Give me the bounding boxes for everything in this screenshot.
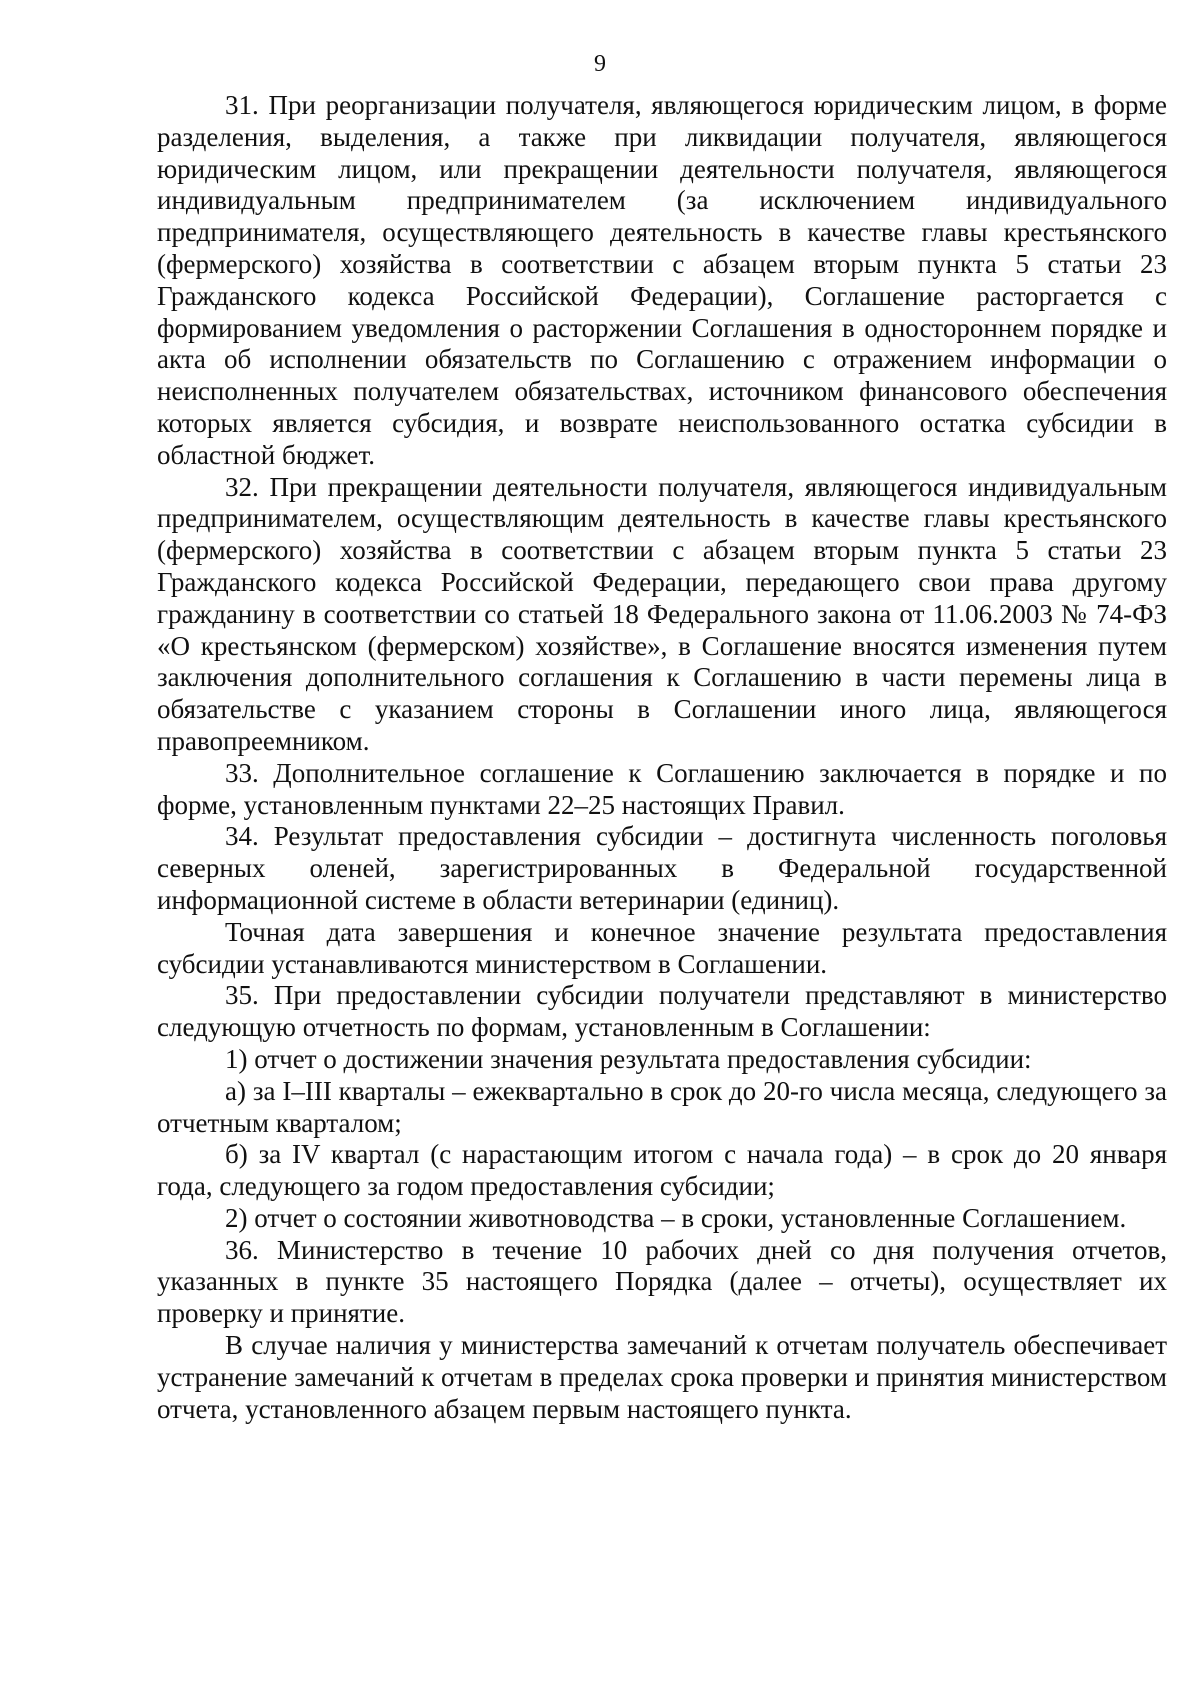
paragraph-35-item-1: 1) отчет о достижении значения результата предоставления субсидии: (225, 1043, 1032, 1074)
paragraph-36: 36. Министерство в течение 10 рабочих дней со дня получения отчетов, указанных в пункте 35 настоящего Порядка (далее – отчеты), осуществляет их проверку и принятие. (157, 1234, 1167, 1329)
paragraph-35-item-1b: б) за IV квартал (с нарастающим итогом с начала года) – в срок до 20 января года, следующего за годом предоставления субсидии; (157, 1139, 1167, 1202)
document-body (157, 90, 1167, 1425)
paragraph-36-remarks: В случае наличия у министерства замечаний к отчетам получатель обеспечивает устранение замечаний к отчетам в пределах срока проверки и принятия министерством отчета, установленного абзацем первым настоящего пункта. (157, 1330, 1167, 1424)
paragraph-35-item-1a: а) за I–III кварталы – ежеквартально в срок до 20-го числа месяца, следующего за отчетным кварталом; (157, 1075, 1167, 1138)
paragraph-35: 35. При предоставлении субсидии получатели представляют в министерство следующую отчетность по формам, установленным в Соглашении: (157, 980, 1167, 1043)
paragraph-35-item-2: 2) отчет о состоянии животноводства – в сроки, установленные Соглашением. (225, 1202, 1127, 1233)
paragraph-32: 32. При прекращении деятельности получателя, являющегося индивидуальным предпринимателем, осуществляющим деятельность в качестве главы крестьянского (фермерского) хозяйства в соответствии с абзацем вторым пункта 5 статьи 23 Гражданского кодекса Российской Федерации, передающего свои права другому гражданину в соответствии со статьей 18 Федерального закона от 11.06.2003 № 74-ФЗ «О крестьянском (фермерском) хозяйстве», в Соглашение вносятся изменения путем заключения дополнительного соглашения к Соглашению в части перемены лица в обязательстве с указанием стороны в Соглашении иного лица, являющегося правопреемником. (157, 471, 1167, 756)
paragraph-34: 34. Результат предоставления субсидии – достигнута численность поголовья северных оленей, зарегистрированных в Федеральной государственной информационной системе в области ветеринарии (единиц). (157, 821, 1167, 915)
paragraph-31: 31. При реорганизации получателя, являющегося юридическим лицом, в форме разделения, выделения, а также при ликвидации получателя, являющегося юридическим лицом, или прекращении деятельности получателя, являющегося индивидуальным предпринимателем (за исключением индивидуального предпринимателя, осуществляющего деятельность в качестве главы крестьянского (фермерского) хозяйства в соответствии с абзацем вторым пункта 5 статьи 23 Гражданского кодекса Российской Федерации), Соглашение расторгается с формированием уведомления о расторжении Соглашения в одностороннем порядке и акта об исполнении обязательств по Соглашению с отражением информации о неисполненных получателем обязательствах, источником финансового обеспечения которых является субсидия, и возврате неиспользованного остатка субсидии в областной бюджет. (157, 90, 1167, 470)
paragraph-33: 33. Дополнительное соглашение к Соглашению заключается в порядке и по форме, установленным пунктами 22–25 настоящих Правил. (157, 757, 1167, 820)
paragraph-34-date: Точная дата завершения и конечное значение результата предоставления субсидии устанавливаются министерством в Соглашении. (157, 916, 1167, 979)
page-number: 9 (594, 51, 606, 77)
